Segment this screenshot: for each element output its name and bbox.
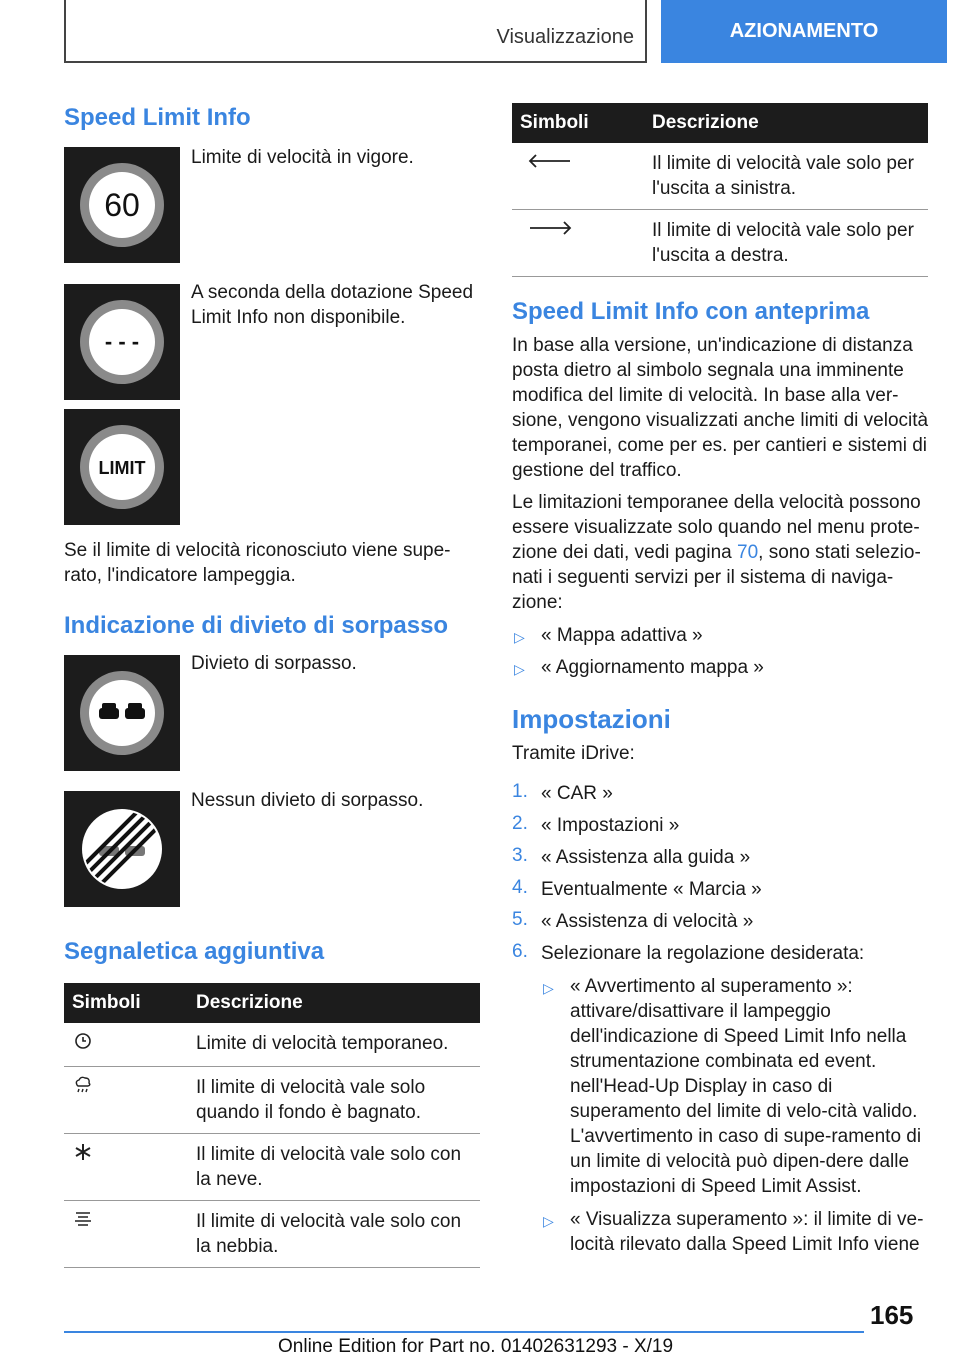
table-col-description: Descrizione xyxy=(644,103,928,143)
row-description: Il limite di velocità vale solo con la neve. xyxy=(188,1134,480,1201)
table-col-description: Descrizione xyxy=(188,983,480,1023)
table-col-symbols: Simboli xyxy=(512,103,644,143)
header-chapter: AZIONAMENTO xyxy=(661,0,947,63)
step-number: 2. xyxy=(512,813,528,834)
clock-icon xyxy=(64,1023,188,1067)
arrow-right-icon xyxy=(512,210,644,277)
footer-edition: Online Edition for Part no. 01402631293 - X/19 xyxy=(278,1336,674,1357)
sub-list-item: « Avvertimento al superamento »: attivare/disattivare il lampeggio dell'indicazione di Speed Limit Info nella strumentazione combinata ed event. nell'Head-Up Display in caso di superamento del limite di velo-cità valido. L'avvertimento in caso di supe-ramento di un limite di velocità può dipen-dere dalle impostazioni di Speed Limit Assist. xyxy=(570,976,922,1197)
preview-paragraph-1: In base alla versione, un'indicazione di distanza posta dietro al simbolo segnala una imminente modifica del limite di velocità. In base alla ver-sione, vengono visualizzati anche limiti di velocità temporanei, come per es. per cantieri e sistemi di gestione del traffico. xyxy=(512,335,929,481)
step-number: 6. xyxy=(512,941,528,962)
row-description: Il limite di velocità vale solo per l'uscita a destra. xyxy=(644,210,928,277)
step-text: Selezionare la regolazione desiderata: xyxy=(541,943,865,964)
footer-divider xyxy=(64,1331,864,1333)
step-number: 1. xyxy=(512,781,528,802)
snowflake-icon xyxy=(64,1134,188,1201)
table-row xyxy=(512,210,928,277)
step-text: « Assistenza alla guida » xyxy=(541,847,751,868)
step-number: 5. xyxy=(512,909,528,930)
rain-icon xyxy=(64,1067,188,1134)
sign-60-description: Limite di velocità in vigore. xyxy=(191,147,414,168)
bullet-triangle-icon: ▷ xyxy=(543,980,554,996)
additional-signs-table xyxy=(64,983,480,1268)
no-overtaking-description: Divieto di sorpasso. xyxy=(191,653,357,674)
row-description: Limite di velocità temporaneo. xyxy=(188,1023,480,1067)
heading-no-overtaking: Indicazione di divieto di sorpasso xyxy=(64,612,449,639)
row-description: Il limite di velocità vale solo quando il fondo è bagnato. xyxy=(188,1067,480,1134)
bullet-triangle-icon: ▷ xyxy=(514,661,525,677)
sign-limit-label: LIMIT xyxy=(98,458,146,478)
sign-60-label: 60 xyxy=(104,187,140,223)
table-header-row xyxy=(512,103,928,143)
table-row xyxy=(64,1023,480,1067)
end-no-overtaking-description: Nessun divieto di sorpasso. xyxy=(191,790,424,811)
header-section: Visualizzazione xyxy=(496,26,634,48)
heading-additional-signs: Segnaletica aggiuntiva xyxy=(64,938,325,965)
list-item: « Mappa adattiva » xyxy=(541,625,703,646)
page-number: 165 xyxy=(870,1300,914,1330)
end-no-overtaking-sign xyxy=(64,791,180,907)
table-row xyxy=(512,143,928,210)
heading-speed-limit-info: Speed Limit Info xyxy=(64,104,251,131)
step-text: « Impostazioni » xyxy=(541,815,680,836)
bullet-triangle-icon: ▷ xyxy=(514,629,525,645)
row-description: Il limite di velocità vale solo per l'uscita a sinistra. xyxy=(644,143,928,210)
heading-speed-limit-preview: Speed Limit Info con anteprima xyxy=(512,298,870,325)
speed-unavailable-sign xyxy=(64,284,180,400)
idrive-intro: Tramite iDrive: xyxy=(512,743,635,764)
sign-unavailable-description: A seconda della dotazione Speed Limit Info non disponibile. xyxy=(191,282,474,328)
table-row xyxy=(64,1134,480,1201)
arrow-left-icon xyxy=(512,143,644,210)
table-row xyxy=(64,1067,480,1134)
step-number: 4. xyxy=(512,877,528,898)
step-text: « Assistenza di velocità » xyxy=(541,911,754,932)
row-description: Il limite di velocità vale solo con la nebbia. xyxy=(188,1201,480,1268)
table-row xyxy=(64,1201,480,1268)
arrow-signs-table xyxy=(512,103,928,277)
no-overtaking-sign xyxy=(64,655,180,771)
step-text: « CAR » xyxy=(541,783,613,804)
heading-settings: Impostazioni xyxy=(512,704,671,734)
speed-60-sign xyxy=(64,147,180,263)
sub-list-item: « Visualizza superamento »: il limite di ve-locità rilevato dalla Speed Limit Info viene xyxy=(570,1209,924,1255)
limit-sign xyxy=(64,409,180,525)
sign-dash-label: - - - xyxy=(104,329,140,354)
blink-description: Se il limite di velocità riconosciuto viene supe-rato, l'indicatore lampeggia. xyxy=(64,540,451,586)
fog-icon xyxy=(64,1201,188,1268)
step-text: Eventualmente « Marcia » xyxy=(541,879,762,900)
list-item: « Aggiornamento mappa » xyxy=(541,657,764,678)
preview-paragraph-2: Le limitazioni temporanee della velocità possono essere visualizzate solo quando nel menu prote-zione dei dati, vedi pagina 70, sono stati selezio-nati i seguenti servizi per il sistema di naviga-zione: xyxy=(512,492,921,613)
table-header-row xyxy=(64,983,480,1023)
bullet-triangle-icon: ▷ xyxy=(543,1213,554,1229)
table-col-symbols: Simboli xyxy=(64,983,188,1023)
step-number: 3. xyxy=(512,845,528,866)
page-link-70[interactable]: 70 xyxy=(737,542,759,563)
